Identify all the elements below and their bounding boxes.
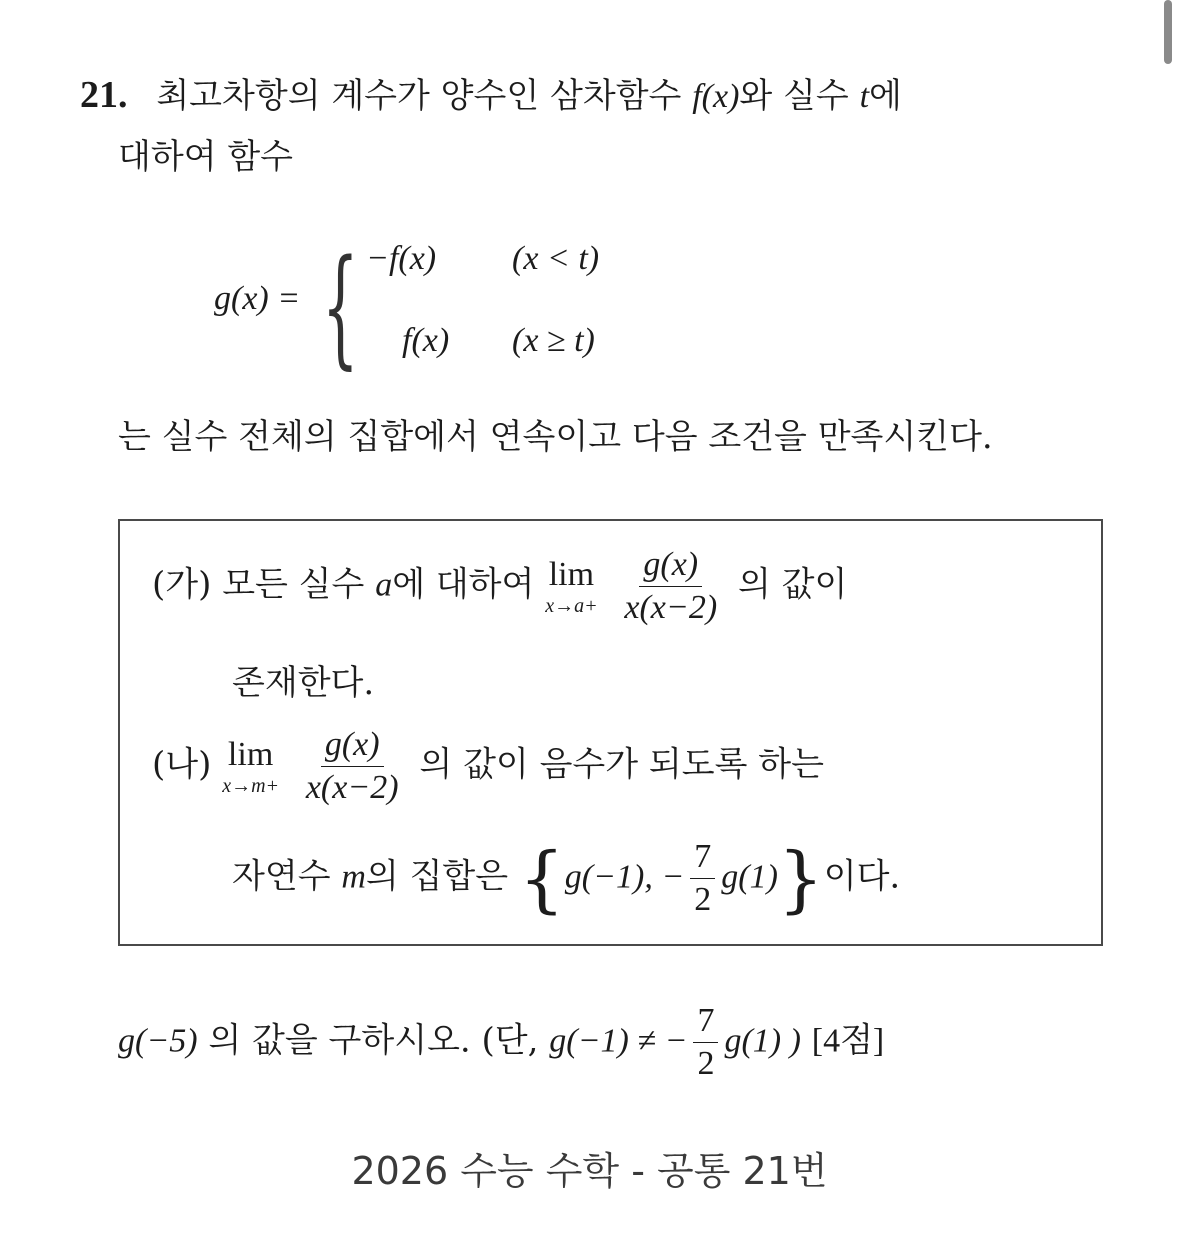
caption: 2026 수능 수학 - 공통 21번 bbox=[351, 1149, 828, 1193]
condition-ga-line1 bbox=[152, 548, 847, 625]
intro-fx: f(x) bbox=[692, 78, 740, 115]
question-cond-right: g(1) ) bbox=[724, 1022, 801, 1060]
condition-ga-fraction bbox=[620, 548, 721, 625]
condition-ga-text3: 의 값이 bbox=[737, 564, 848, 605]
intro-t: t bbox=[859, 78, 870, 115]
problem-intro-line1 bbox=[80, 76, 902, 114]
g-def-lhs: g(x) = bbox=[214, 280, 301, 317]
condition-ga-label: (가) bbox=[152, 564, 212, 605]
after-definition: 는 실수 전체의 집합에서 연속이고 다음 조건을 만족시킨다. bbox=[118, 417, 993, 457]
condition-na-line1 bbox=[152, 728, 824, 805]
condition-ga-text1: 모든 실수 bbox=[222, 564, 365, 605]
condition-na-line2 bbox=[232, 836, 901, 921]
condition-na-var: m bbox=[341, 858, 366, 896]
condition-na-lim-sub: x→m+ bbox=[222, 774, 280, 797]
condition-ga-line2: 존재한다. bbox=[232, 663, 375, 703]
intro-text-b: 와 실수 bbox=[739, 76, 849, 116]
set-close-brace: } bbox=[777, 836, 824, 921]
condition-na-text2: 자연수 bbox=[232, 856, 331, 897]
question-text1: 의 값을 구하시오. (단, bbox=[208, 1020, 539, 1061]
case2-cond: (x ≥ t) bbox=[512, 322, 595, 359]
condition-na-text4: 이다. bbox=[823, 856, 901, 897]
set-fraction-num: 7 bbox=[690, 840, 715, 879]
question-points: [4점] bbox=[811, 1022, 885, 1060]
condition-na-limit bbox=[222, 735, 280, 797]
question-fraction-den: 2 bbox=[697, 1045, 715, 1082]
condition-na-text3: 의 집합은 bbox=[365, 856, 509, 897]
set-fraction-den: 2 bbox=[694, 881, 712, 918]
question-fraction bbox=[693, 1004, 718, 1081]
condition-na-fraction bbox=[302, 728, 403, 805]
piecewise-brace: { bbox=[322, 233, 359, 382]
condition-na-label: (나) bbox=[152, 744, 212, 785]
condition-ga-text2: 에 대하여 bbox=[392, 564, 535, 605]
question-fraction-num: 7 bbox=[693, 1004, 718, 1043]
condition-na-numerator: g(x) bbox=[321, 728, 384, 767]
set-right: g(1) bbox=[721, 858, 778, 896]
question-expr: g(−5) bbox=[118, 1022, 198, 1060]
case1-expr: −f(x) bbox=[366, 240, 437, 277]
condition-na-denominator: x(x−2) bbox=[305, 769, 399, 806]
condition-ga-lim-word: lim bbox=[548, 555, 595, 593]
intro-text-c: 에 bbox=[869, 76, 902, 116]
case2-expr: f(x) bbox=[402, 322, 450, 359]
condition-ga-denominator: x(x−2) bbox=[624, 589, 718, 626]
condition-ga-lim-sub: x→a+ bbox=[545, 594, 598, 617]
intro-text-a: 최고차항의 계수가 양수인 삼차함수 bbox=[156, 76, 682, 116]
condition-na-text1: 의 값이 음수가 되도록 하는 bbox=[419, 744, 824, 785]
problem-number: 21. bbox=[80, 74, 128, 116]
condition-ga-var: a bbox=[375, 566, 393, 604]
case1-cond: (x < t) bbox=[512, 240, 600, 277]
question-cond-left: g(−1) ≠ − bbox=[549, 1022, 688, 1060]
set-fraction bbox=[690, 840, 715, 917]
set-open-brace: { bbox=[518, 836, 565, 921]
set-left: g(−1), − bbox=[564, 858, 685, 896]
condition-na-lim-word: lim bbox=[227, 735, 274, 773]
problem-intro-line2: 대하여 함수 bbox=[118, 137, 294, 177]
question-line bbox=[118, 1004, 884, 1081]
condition-ga-limit bbox=[545, 555, 598, 617]
scrollbar[interactable] bbox=[1164, 0, 1172, 64]
condition-ga-numerator: g(x) bbox=[639, 548, 702, 587]
